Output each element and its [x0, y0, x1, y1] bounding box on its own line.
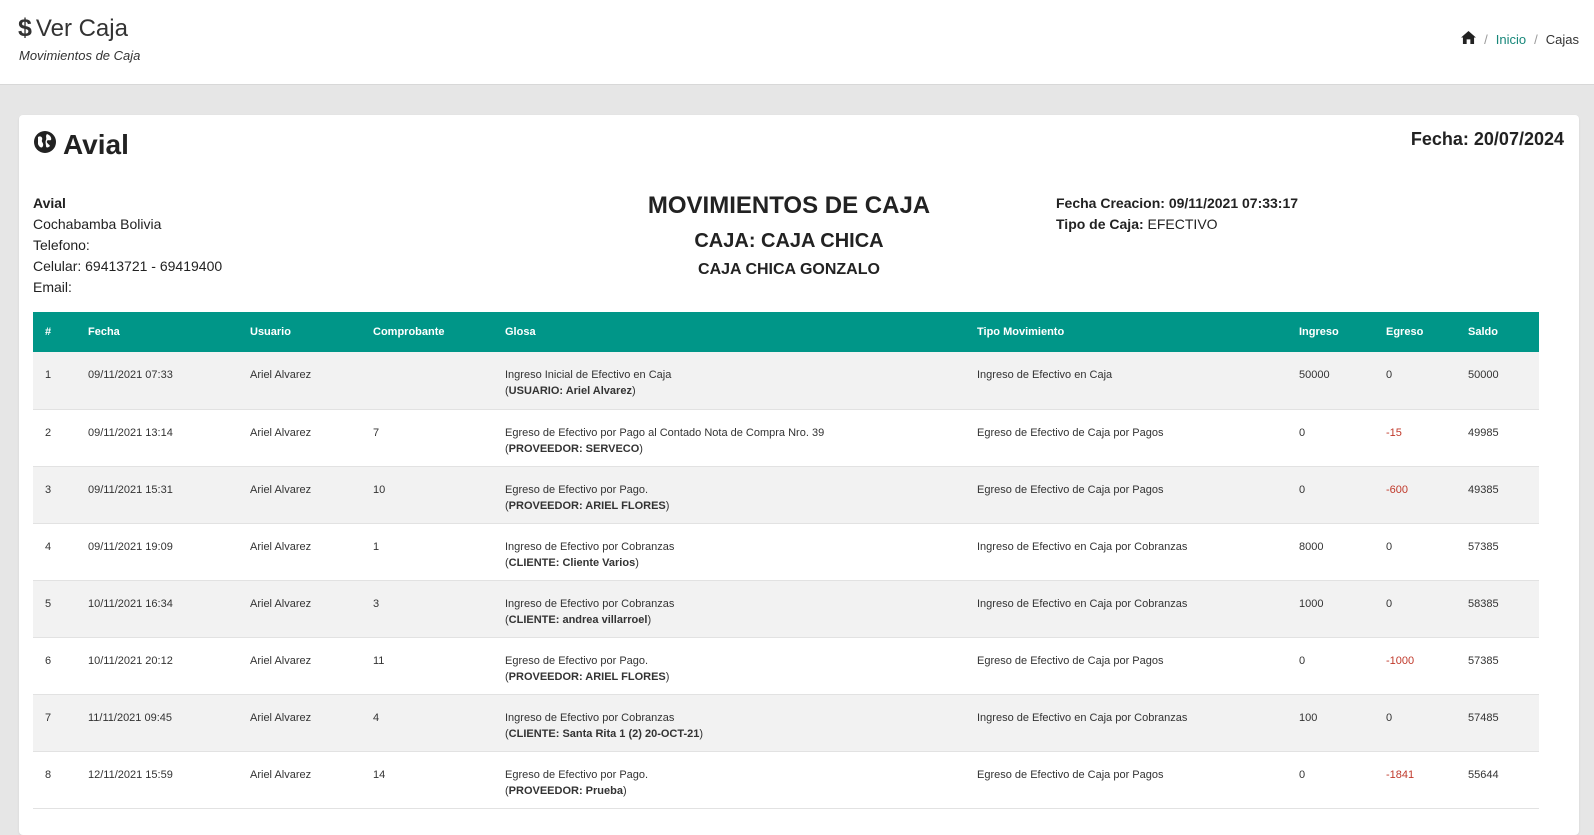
- cell-glosa: [493, 466, 965, 523]
- company-celular: Celular: 69413721 - 69419400: [33, 258, 223, 274]
- table-header-row: [33, 312, 1539, 352]
- cell-fecha: 09/11/2021 15:31: [88, 483, 173, 496]
- cell-usuario: Ariel Alvarez: [250, 768, 312, 781]
- cell-usuario: Ariel Alvarez: [250, 369, 312, 381]
- tipo-caja: [1056, 214, 1298, 235]
- cell-ingreso: 0: [1299, 426, 1306, 439]
- cell-usuario: Ariel Alvarez: [250, 540, 312, 553]
- report-heading: [579, 192, 999, 279]
- cell-saldo: 57385: [1468, 654, 1499, 667]
- glosa-detail-line: [505, 783, 965, 799]
- glosa-detail-line: [505, 383, 965, 399]
- company-info-name: Avial: [33, 195, 66, 211]
- glosa-detail: PROVEEDOR: SERVECO: [508, 442, 640, 455]
- glosa-text: Ingreso Inicial de Efectivo en Caja: [505, 369, 672, 381]
- glosa-detail: USUARIO: Ariel Alvarez: [508, 385, 632, 397]
- col-usuario: Usuario: [250, 326, 291, 338]
- cell-usuario: Ariel Alvarez: [250, 654, 312, 667]
- cell-tipo: Ingreso de Efectivo en Caja: [977, 369, 1113, 381]
- top-header: [0, 0, 1594, 85]
- col-comprobante: Comprobante: [373, 326, 445, 338]
- fecha-creacion: Fecha Creacion: 09/11/2021 07:33:17: [1056, 195, 1299, 211]
- cell-comprobante: 14: [373, 768, 386, 781]
- cell-saldo: 58385: [1468, 597, 1499, 610]
- cell-glosa: [493, 694, 965, 751]
- col-tipo-movimiento: Tipo Movimiento: [977, 326, 1065, 338]
- glosa-detail-open-paren: (: [505, 670, 509, 683]
- cell-egreso: -15: [1386, 426, 1402, 439]
- cell-comprobante: 4: [373, 711, 380, 724]
- cell-fecha: 10/11/2021 20:12: [88, 654, 173, 667]
- glosa-detail: PROVEEDOR: Prueba: [508, 784, 623, 797]
- glosa-detail-line: [505, 441, 965, 457]
- report-caja-name: CAJA CHICA GONZALO: [698, 261, 880, 278]
- cell-tipo: Ingreso de Efectivo en Caja por Cobranzas: [977, 711, 1188, 724]
- dollar-icon: $: [18, 14, 32, 42]
- cell-ingreso: 0: [1299, 768, 1306, 781]
- cell-saldo: 50000: [1468, 369, 1499, 381]
- glosa-detail: CLIENTE: Santa Rita 1 (2) 20-OCT-21: [508, 727, 700, 740]
- col-fecha: Fecha: [88, 326, 120, 338]
- cell-n: 3: [45, 483, 52, 496]
- glosa-text: Ingreso de Efectivo por Cobranzas: [505, 597, 675, 610]
- cell-tipo: Egreso de Efectivo de Caja por Pagos: [977, 426, 1164, 439]
- glosa-detail: PROVEEDOR: ARIEL FLORES: [508, 670, 666, 683]
- glosa-text: Egreso de Efectivo por Pago al Contado Nota de Compra Nro. 39: [505, 426, 825, 439]
- tipo-caja-label: Tipo de Caja:: [1056, 216, 1144, 232]
- glosa-detail-open-paren: (: [505, 784, 509, 797]
- cell-fecha: 12/11/2021 15:59: [88, 768, 173, 781]
- cell-ingreso: 50000: [1299, 369, 1330, 381]
- cell-n: 1: [45, 369, 52, 381]
- cell-glosa: [493, 352, 965, 409]
- glosa-detail-close-paren: ): [665, 499, 670, 512]
- cell-ingreso: 1000: [1299, 597, 1324, 610]
- tipo-caja-value: EFECTIVO: [1147, 216, 1218, 232]
- report-date: Fecha: 20/07/2024: [1410, 129, 1564, 149]
- page-title-text: Ver Caja: [35, 14, 128, 42]
- cell-glosa: [493, 580, 965, 637]
- cell-n: 7: [45, 711, 52, 724]
- table-row: [33, 409, 1539, 466]
- breadcrumb-current: Cajas: [1545, 31, 1579, 47]
- breadcrumb-inicio-link[interactable]: Inicio: [1495, 31, 1527, 47]
- glosa-detail-close-paren: ): [665, 670, 670, 683]
- glosa-detail-close-paren: ): [699, 727, 704, 740]
- cell-saldo: 49985: [1468, 426, 1499, 439]
- glosa-detail: CLIENTE: Cliente Varios: [508, 556, 636, 569]
- cell-egreso: 0: [1386, 540, 1393, 553]
- company-info: [33, 193, 222, 298]
- glosa-detail-line: [505, 612, 965, 628]
- page-title: [18, 14, 128, 43]
- cell-fecha: 09/11/2021 13:14: [88, 426, 173, 439]
- cell-n: 2: [45, 426, 52, 439]
- home-icon[interactable]: [1461, 31, 1476, 47]
- col-number: #: [45, 326, 52, 338]
- cell-tipo: Egreso de Efectivo de Caja por Pagos: [977, 483, 1164, 496]
- cell-n: 8: [45, 768, 52, 781]
- glosa-text: Egreso de Efectivo por Pago.: [505, 768, 649, 781]
- glosa-detail-close-paren: ): [635, 556, 639, 569]
- cell-n: 5: [45, 597, 52, 610]
- cell-usuario: Ariel Alvarez: [250, 597, 312, 610]
- cell-saldo: 57485: [1468, 711, 1499, 724]
- table-row: [33, 637, 1539, 694]
- col-saldo: Saldo: [1468, 326, 1498, 338]
- cell-tipo: Egreso de Efectivo de Caja por Pagos: [977, 654, 1164, 667]
- cell-egreso: -1841: [1386, 768, 1415, 781]
- cell-comprobante: 7: [373, 426, 380, 439]
- glosa-detail-close-paren: ): [647, 613, 652, 626]
- cell-usuario: Ariel Alvarez: [250, 426, 312, 439]
- table-row: [33, 352, 1539, 409]
- cell-glosa: [493, 751, 965, 808]
- cell-egreso: 0: [1386, 597, 1393, 610]
- cell-glosa: [493, 637, 965, 694]
- globe-icon: [33, 129, 57, 161]
- table-row: [33, 694, 1539, 751]
- breadcrumb-separator: /: [1484, 31, 1488, 47]
- company-title: [33, 129, 129, 161]
- cell-usuario: Ariel Alvarez: [250, 711, 312, 724]
- cell-comprobante: 3: [373, 597, 380, 610]
- cell-tipo: Ingreso de Efectivo en Caja por Cobranzas: [977, 540, 1188, 553]
- glosa-detail-open-paren: (: [505, 556, 509, 569]
- cell-saldo: 49385: [1468, 483, 1499, 496]
- glosa-detail-open-paren: (: [505, 727, 509, 740]
- breadcrumb-separator: /: [1534, 31, 1538, 47]
- cell-comprobante: 10: [373, 483, 386, 496]
- report-caja: CAJA: CAJA CHICA: [694, 230, 884, 252]
- cell-ingreso: 8000: [1299, 540, 1324, 553]
- cell-ingreso: 0: [1299, 654, 1306, 667]
- cell-glosa: [493, 523, 965, 580]
- cell-comprobante: 1: [373, 540, 380, 553]
- glosa-detail-line: [505, 555, 965, 571]
- cell-fecha: 09/11/2021 07:33: [88, 369, 173, 381]
- col-ingreso: Ingreso: [1299, 326, 1339, 338]
- glosa-detail: PROVEEDOR: ARIEL FLORES: [508, 499, 666, 512]
- cell-saldo: 57385: [1468, 540, 1499, 553]
- company-city: Cochabamba Bolivia: [33, 216, 162, 232]
- table-row: [33, 580, 1539, 637]
- table-row: [33, 751, 1539, 808]
- breadcrumb: [1461, 31, 1579, 47]
- cell-fecha: 09/11/2021 19:09: [88, 540, 173, 553]
- cell-comprobante: 11: [373, 654, 385, 667]
- glosa-detail-open-paren: (: [505, 613, 509, 626]
- glosa-detail-open-paren: (: [505, 442, 509, 455]
- table-row: [33, 466, 1539, 523]
- glosa-detail-open-paren: (: [505, 499, 509, 512]
- movements-table: [33, 312, 1539, 809]
- caja-info: [1056, 193, 1298, 235]
- glosa-text: Ingreso de Efectivo por Cobranzas: [505, 540, 675, 553]
- cell-egreso: -600: [1386, 483, 1409, 496]
- company-name: Avial: [63, 129, 129, 160]
- cell-fecha: 10/11/2021 16:34: [88, 597, 173, 610]
- cell-n: 4: [45, 540, 52, 553]
- cell-fecha: 11/11/2021 09:45: [88, 711, 173, 724]
- glosa-detail-close-paren: ): [622, 784, 627, 797]
- page-subtitle: Movimientos de Caja: [19, 48, 141, 63]
- cell-tipo: Egreso de Efectivo de Caja por Pagos: [977, 768, 1164, 781]
- cell-egreso: 0: [1386, 369, 1393, 381]
- col-egreso: Egreso: [1386, 326, 1424, 338]
- cell-egreso: -1000: [1386, 654, 1415, 667]
- cell-ingreso: 100: [1299, 711, 1318, 724]
- glosa-detail-line: [505, 498, 965, 514]
- cell-ingreso: 0: [1299, 483, 1306, 496]
- company-telefono: Telefono:: [33, 237, 90, 253]
- report-title: MOVIMIENTOS DE CAJA: [647, 192, 931, 219]
- cell-egreso: 0: [1386, 711, 1393, 724]
- report-card: [19, 115, 1579, 835]
- glosa-detail-close-paren: ): [631, 385, 636, 397]
- col-glosa: Glosa: [505, 326, 536, 338]
- glosa-text: Egreso de Efectivo por Pago.: [505, 483, 649, 496]
- cell-tipo: Ingreso de Efectivo en Caja por Cobranzas: [977, 597, 1188, 610]
- cell-saldo: 55644: [1468, 768, 1499, 781]
- glosa-detail: CLIENTE: andrea villarroel: [508, 613, 648, 626]
- cell-comprobante: [361, 352, 493, 409]
- table-row: [33, 523, 1539, 580]
- glosa-detail-line: [505, 669, 965, 685]
- glosa-text: Egreso de Efectivo por Pago.: [505, 654, 649, 667]
- glosa-detail-open-paren: (: [505, 385, 509, 397]
- company-email: Email:: [33, 279, 72, 295]
- cell-usuario: Ariel Alvarez: [250, 483, 312, 496]
- glosa-detail-line: [505, 726, 965, 742]
- glosa-detail-close-paren: ): [639, 442, 643, 455]
- cell-n: 6: [45, 654, 52, 667]
- glosa-text: Ingreso de Efectivo por Cobranzas: [505, 711, 675, 724]
- cell-glosa: [493, 409, 965, 466]
